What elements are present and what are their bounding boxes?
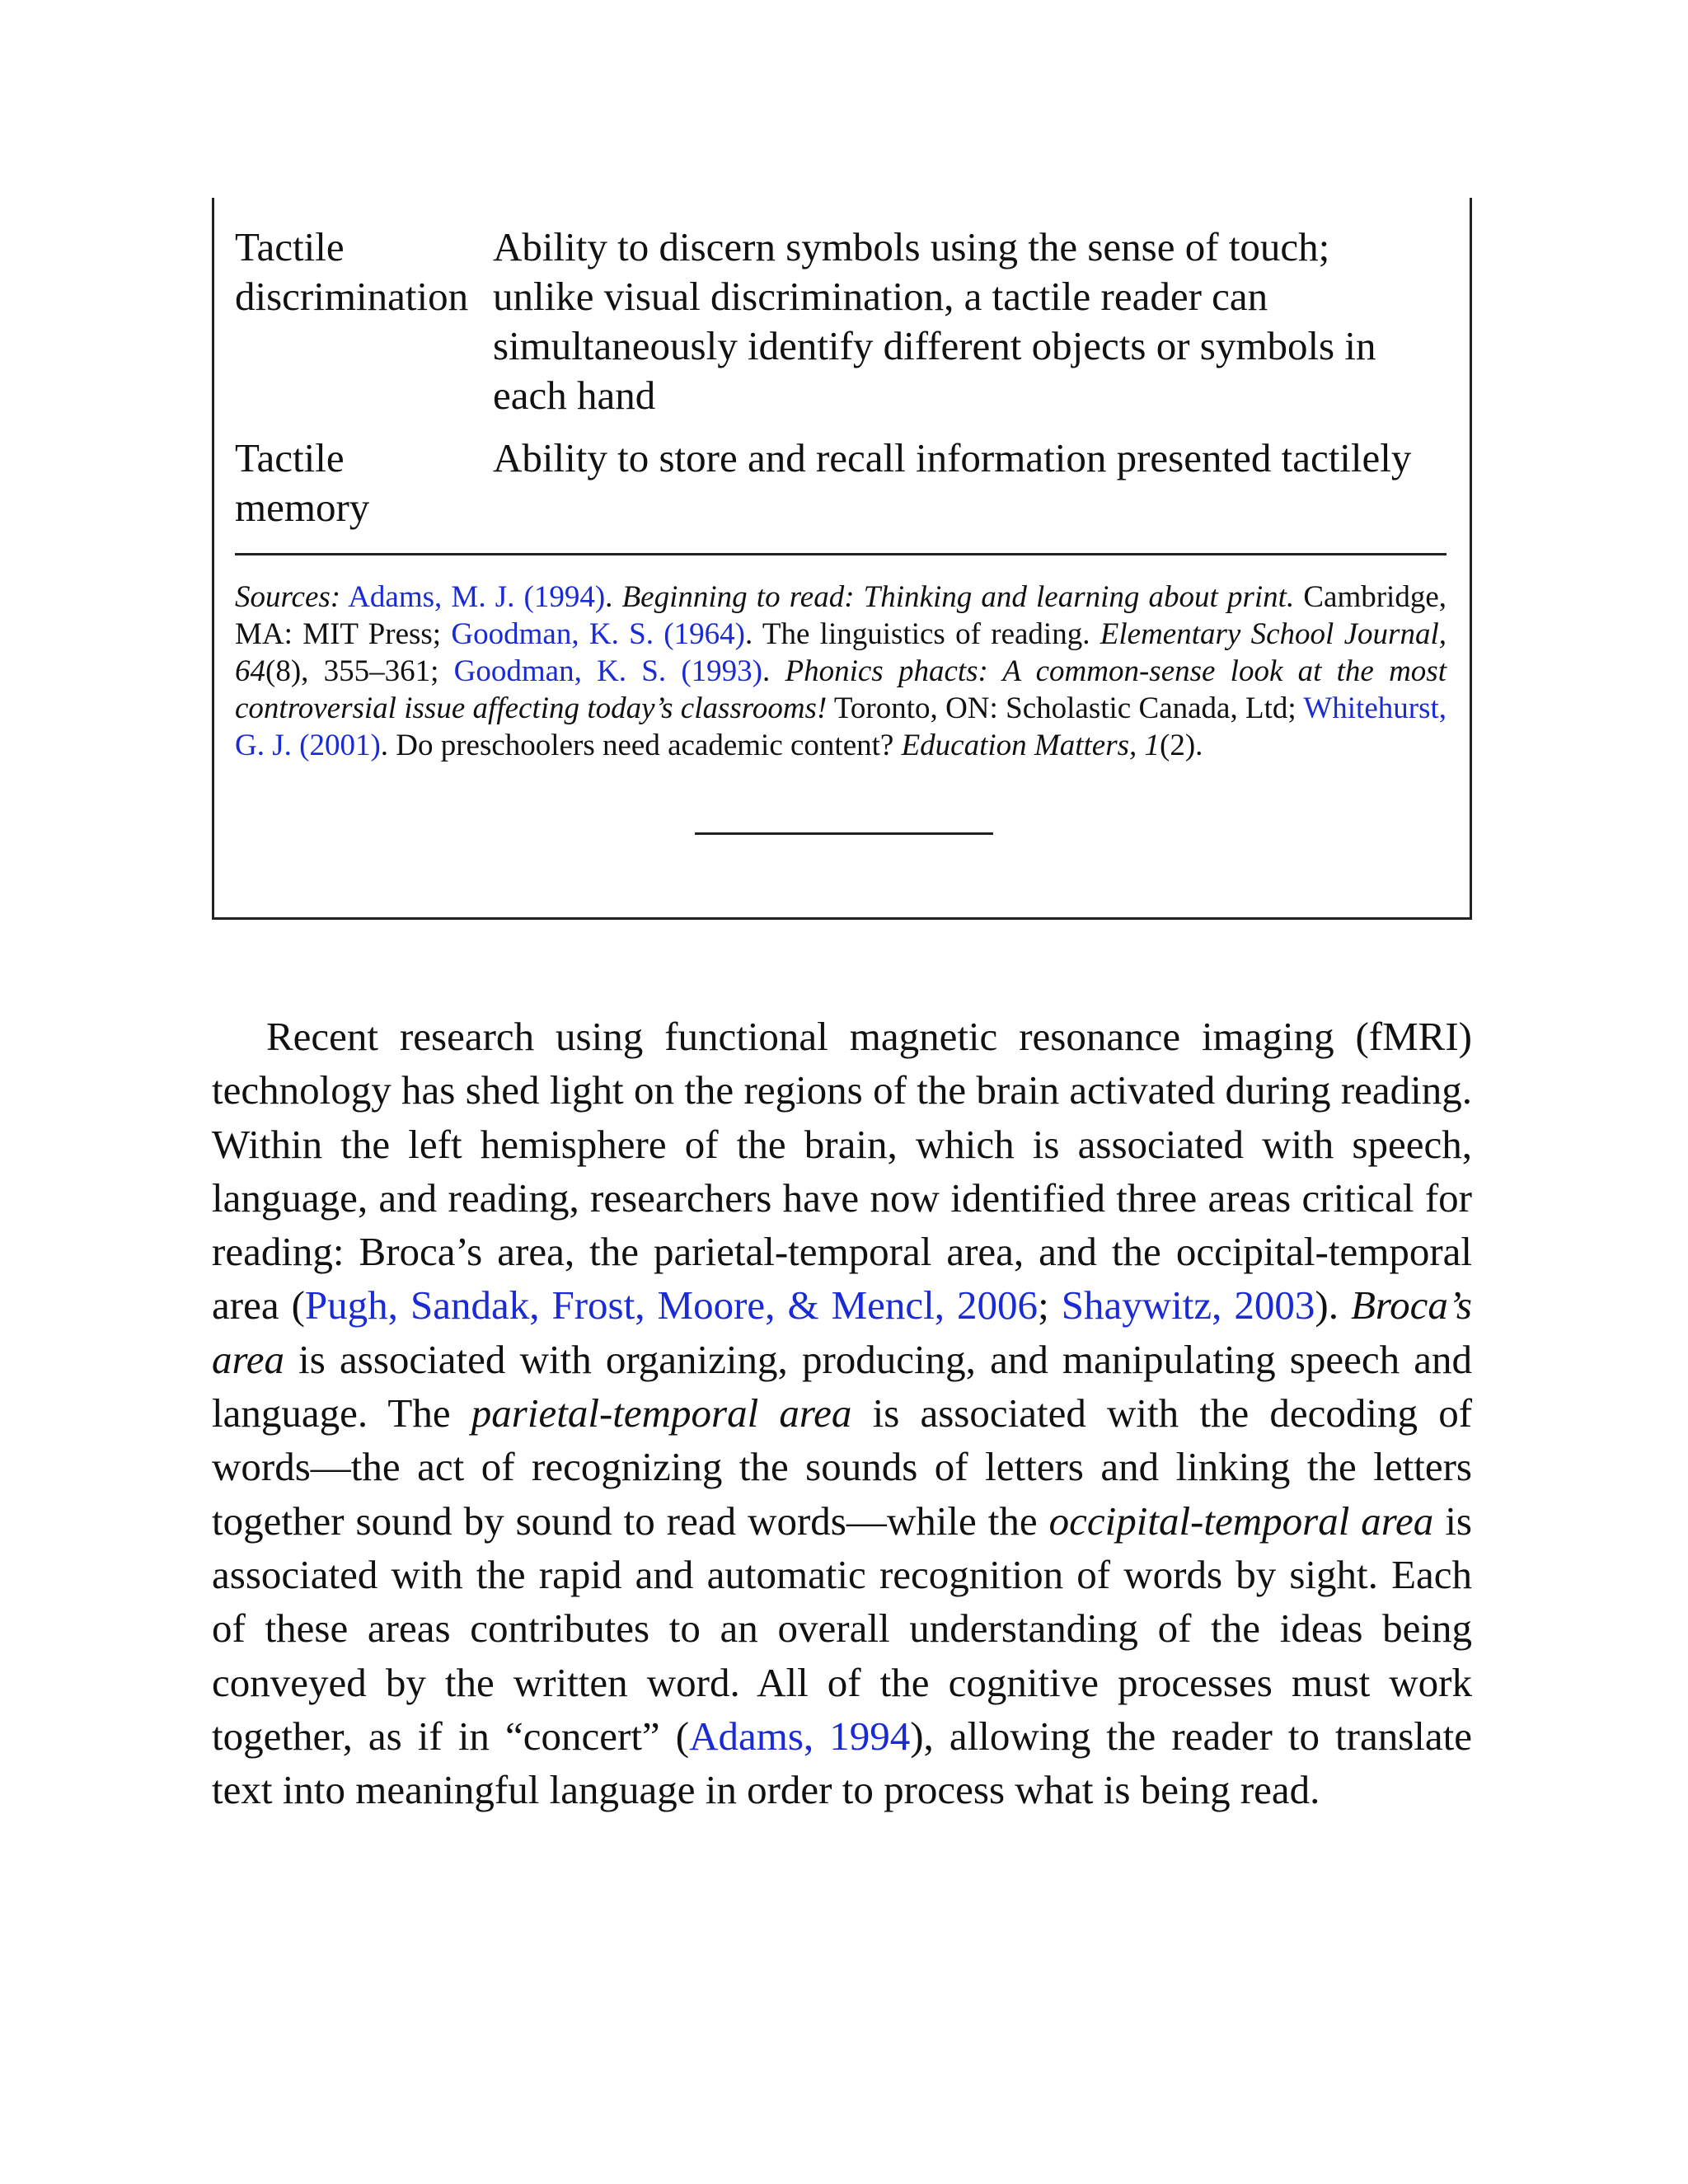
source-journal: Education Matters, 1 [901, 729, 1160, 762]
source-journal: Elementary School Journal, 64 [235, 617, 1447, 688]
source-title: Beginning to read: Thinking and learning about print. [621, 580, 1295, 614]
source-publisher: Toronto, ON: Scholastic Canada, Ltd; [827, 691, 1304, 725]
body-text: ). [1315, 1282, 1351, 1329]
source-link-whitehurst[interactable]: Whitehurst, G. J. (2001) [235, 691, 1447, 762]
sources-label: Sources: [235, 580, 341, 614]
body-text: is associated with the decoding of words—the act of recognizing the sounds of letters and linking the letters together sound by sound to read words—while the [212, 1390, 1473, 1544]
body-text: is associated with organizing, producing, and manipulating speech and language. The [212, 1336, 1472, 1436]
body-text: Recent research using functional magnetic resonance imaging (fMRI) technology has shed light on the regions of the brain activated during reading. Within the left hemisphere of the brain, which is associated with speech, language, and reading, researchers have now identified three areas critical for reading: Broca’s area, the parietal-temporal area, and the occipital-temporal area ( [212, 1014, 1472, 1329]
term-cell: Tactile discrimination [235, 224, 469, 319]
section-end-rule [695, 832, 993, 835]
definition-cell: Ability to store and recall information presented tactilely [493, 435, 1412, 480]
source-issue: (2). [1160, 729, 1203, 762]
citation-link-pugh[interactable]: Pugh, Sandak, Frost, Moore, & Mencl, 2006 [304, 1282, 1039, 1329]
source-publisher: Cambridge, MA: MIT Press; [235, 580, 1447, 651]
term-brocas-area: Broca’s area [212, 1282, 1472, 1382]
source-title: Phonics phacts: A common-sense look at the most controversial issue affecting today’s classrooms! [235, 654, 1447, 725]
source-link-goodman-1993[interactable]: Goodman, K. S. (1993) [453, 654, 762, 688]
citation-link-shaywitz[interactable]: Shaywitz, 2003 [1061, 1282, 1315, 1329]
source-title: . Do preschoolers need academic content? [380, 729, 902, 762]
source-title: . The linguistics of reading. [744, 617, 1100, 651]
source-pages: (8), 355–361; [265, 654, 454, 688]
term-parietal-temporal-area: parietal-temporal area [471, 1390, 852, 1436]
term-occipital-temporal-area: occipital-temporal area [1048, 1497, 1434, 1544]
definitions-table-box [212, 198, 1472, 920]
sources-note: Sources: Adams, M. J. (1994). Beginning to read: Thinking and learning about print. Cambridge, MA: MIT Press; Goodman, K. S. (1964). The linguistics of reading. Elementary School Journal, 64(8), 355–361; Goodman, K. S. (1993). Phonics phacts: A common-sense look at the most controversial issue affecting today’s classrooms! Toronto, ON: Scholastic Canada, Ltd; Whitehurst, G. J. (2001). Do preschoolers need academic content? Education Matters, 1(2). [235, 580, 1447, 762]
table-divider [235, 553, 1447, 555]
term-cell: Tactile memory [235, 435, 370, 530]
body-text: ; [1038, 1282, 1062, 1329]
body-text: is associated with the rapid and automatic recognition of words by sight. Each of these areas contributes to an overall understanding of the ideas being conveyed by the written word. All of the cognitive processes must work together, as if in “concert” ( [212, 1497, 1472, 1759]
source-link-adams[interactable]: Adams, M. J. (1994) [348, 580, 606, 614]
body-text: ), allowing the reader to translate text into meaningful language in order to process what is being read. [212, 1713, 1472, 1813]
source-link-goodman-1964[interactable]: Goodman, K. S. (1964) [451, 617, 745, 651]
body-paragraph [212, 1010, 1472, 1816]
citation-link-adams[interactable]: Adams, 1994 [689, 1713, 911, 1759]
definition-cell: Ability to discern symbols using the sense of touch; unlike visual discrimination, a tactile reader can simultaneously identify different objects or symbols in each hand [493, 224, 1376, 418]
